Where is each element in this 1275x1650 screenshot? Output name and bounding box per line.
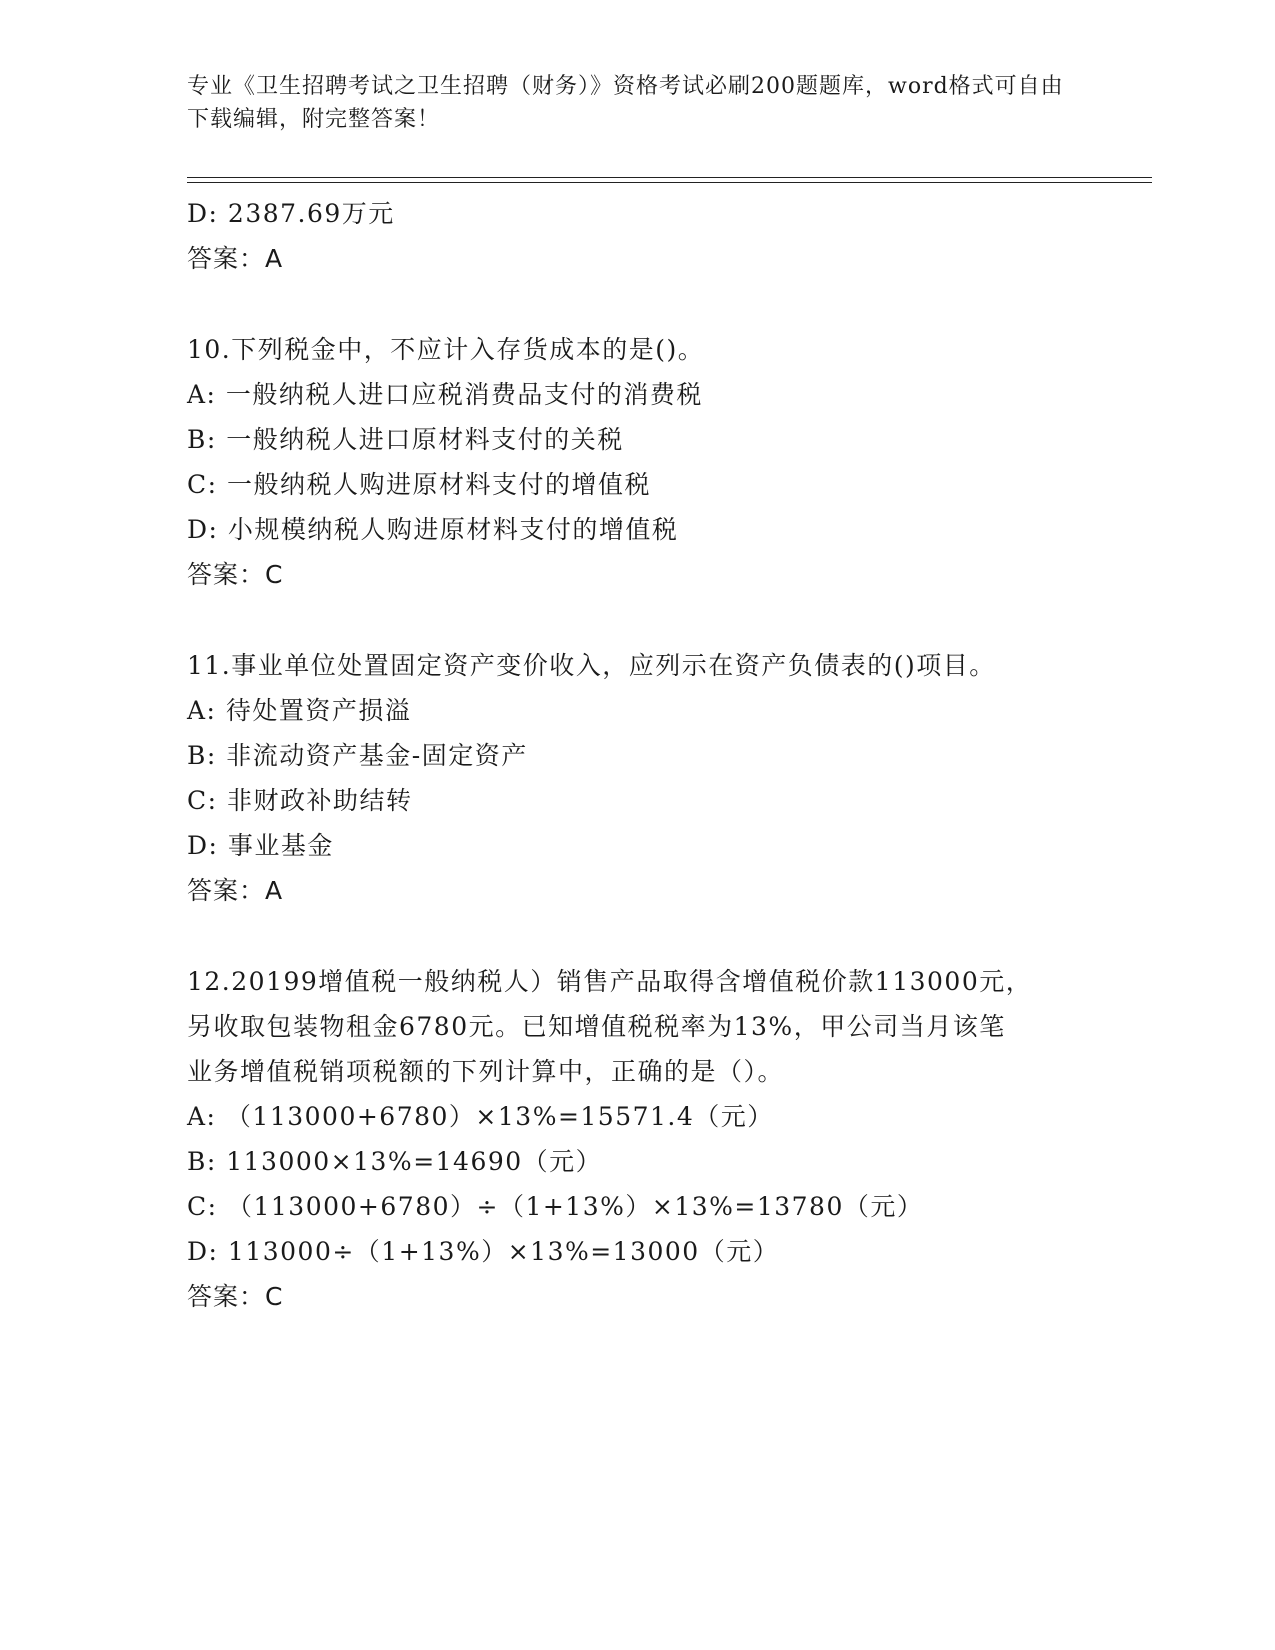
question-stem: 11.事业单位处置固定资产变价收入，应列示在资产负债表的()项目。: [187, 651, 996, 680]
option-b: B: 一般纳税人进口原材料支付的关税: [187, 425, 624, 454]
option-c: C: 一般纳税人购进原材料支付的增值税: [187, 470, 651, 499]
option-a: A: （113000+6780）×13%=15571.4（元）: [187, 1102, 774, 1131]
option-d: D: 2387.69万元: [187, 199, 395, 228]
question-list: [187, 191, 1087, 1319]
spacer: [187, 281, 1087, 327]
question-stem-line-2: 另收取包装物租金6780元。已知增值税税率为13%，甲公司当月该笔: [187, 1012, 1006, 1041]
answer-line: 答案：A: [187, 876, 284, 905]
option-b: B: 非流动资产基金-固定资产: [187, 741, 528, 770]
header-text: 专业《卫生招聘考试之卫生招聘（财务）》资格考试必刷200题题库，word格式可自由下载编辑，附完整答案！: [187, 74, 1064, 132]
option-d: D: 113000÷（1+13%）×13%=13000（元）: [187, 1237, 780, 1266]
option-c: C: 非财政补助结转: [187, 786, 413, 815]
question-9-tail: [187, 191, 1087, 281]
question-stem-line-3: 业务增值税销项税额的下列计算中，正确的是（）。: [187, 1057, 785, 1086]
spacer: [187, 597, 1087, 643]
question-11: [187, 643, 1087, 913]
answer-line: 答案：C: [187, 1282, 284, 1311]
spacer: [187, 913, 1087, 959]
header-divider-top: [187, 177, 1152, 178]
question-12: [187, 959, 1087, 1319]
answer-line: 答案：A: [187, 244, 284, 273]
header-divider-bottom: [187, 182, 1152, 183]
option-c: C: （113000+6780）÷（1+13%）×13%=13780（元）: [187, 1192, 924, 1221]
option-d: D: 小规模纳税人购进原材料支付的增值税: [187, 515, 679, 544]
option-a: A: 待处置资产损溢: [187, 696, 412, 725]
option-a: A: 一般纳税人进口应税消费品支付的消费税: [187, 380, 703, 409]
question-stem-line-1: 12.20199增值税一般纳税人）销售产品取得含增值税价款113000元，: [187, 967, 1033, 996]
answer-line: 答案：C: [187, 560, 284, 589]
option-b: B: 113000×13%=14690（元）: [187, 1147, 603, 1176]
question-10: [187, 327, 1087, 597]
document-header: [187, 70, 1067, 136]
question-stem: 10.下列税金中，不应计入存货成本的是()。: [187, 335, 705, 364]
option-d: D: 事业基金: [187, 831, 334, 860]
